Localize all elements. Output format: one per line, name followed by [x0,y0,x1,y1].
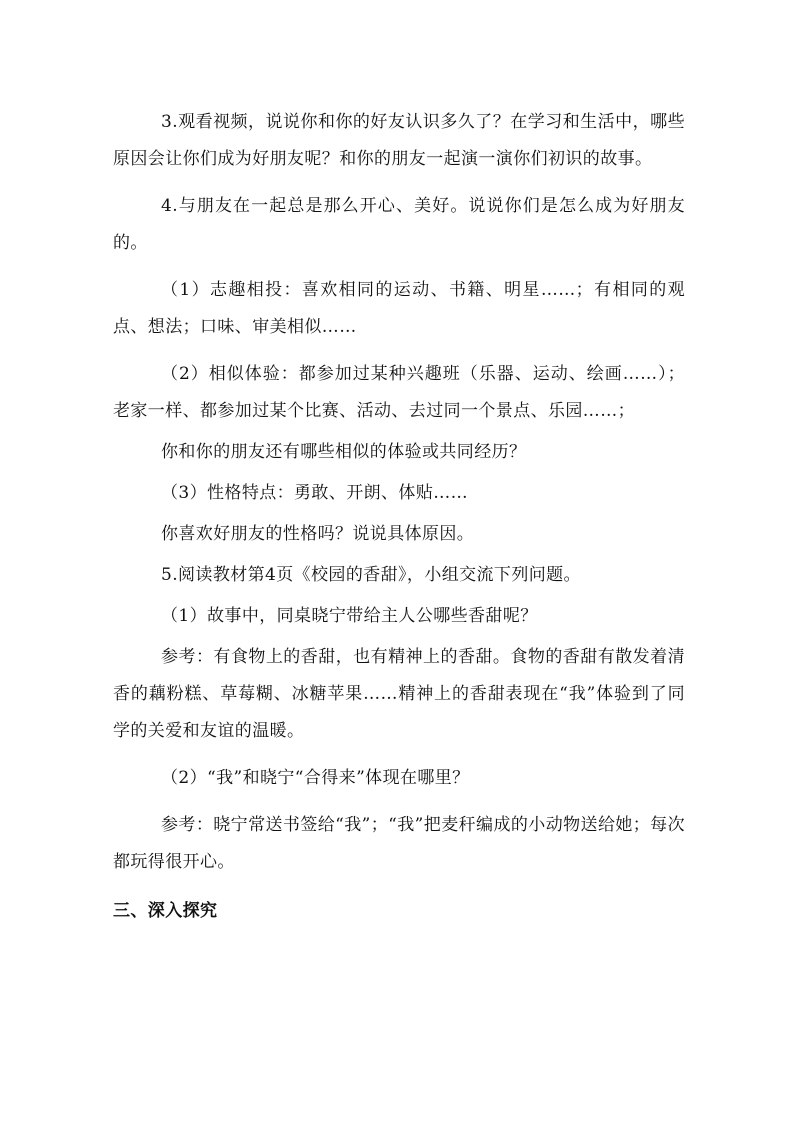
paragraph-item-4: 4.与朋友在一起总是那么开心、美好。说说你们是怎么成为好朋友的。 [113,196,685,253]
paragraph-similar-experiences: （2）相似体验：都参加过某种兴趣班（乐器、运动、绘画……）；老家一样、都参加过某个比赛、活动、去过同一个景点、乐园……； [113,364,685,421]
paragraph-item-5: 5.阅读教材第4页《校园的香甜》，小组交流下列问题。 [161,565,581,585]
paragraph-similar-interests: （1）志趣相投：喜欢相同的运动、书籍、明星……；有相同的观点、想法；口味、审美相似…… [113,280,685,337]
paragraph-personality: （3）性格特点：勇敢、开朗、体贴…… [161,483,469,503]
paragraph-question-1: （1）故事中，同桌晓宁带给主人公哪些香甜呢？ [161,606,538,626]
paragraph-shared-experience-question: 你和你的朋友还有哪些相似的体验或共同经历？ [161,442,527,462]
paragraph-answer-2: 参考：晓宁常送书签给“我”；“我”把麦秆编成的小动物送给她；每次都玩得很开心。 [113,815,685,872]
paragraph-item-3: 3.观看视频，说说你和你的好友认识多久了？在学习和生活中，哪些原因会让你们成为好朋友呢？和你的朋友一起演一演你们初识的故事。 [113,112,685,169]
section-heading: 三、深入探究 [113,901,218,921]
document-body [113,104,685,930]
paragraph-personality-question: 你喜欢好朋友的性格吗？说说具体原因。 [161,524,475,544]
paragraph-answer-1: 参考：有食物上的香甜，也有精神上的香甜。食物的香甜有散发着清香的藕粉糕、草莓糊、冰糖苹果……精神上的香甜表现在“我”体验到了同学的关爱和友谊的温暖。 [113,647,685,741]
paragraph-question-2: （2）“我”和晓宁“合得来”体现在哪里？ [161,768,470,788]
